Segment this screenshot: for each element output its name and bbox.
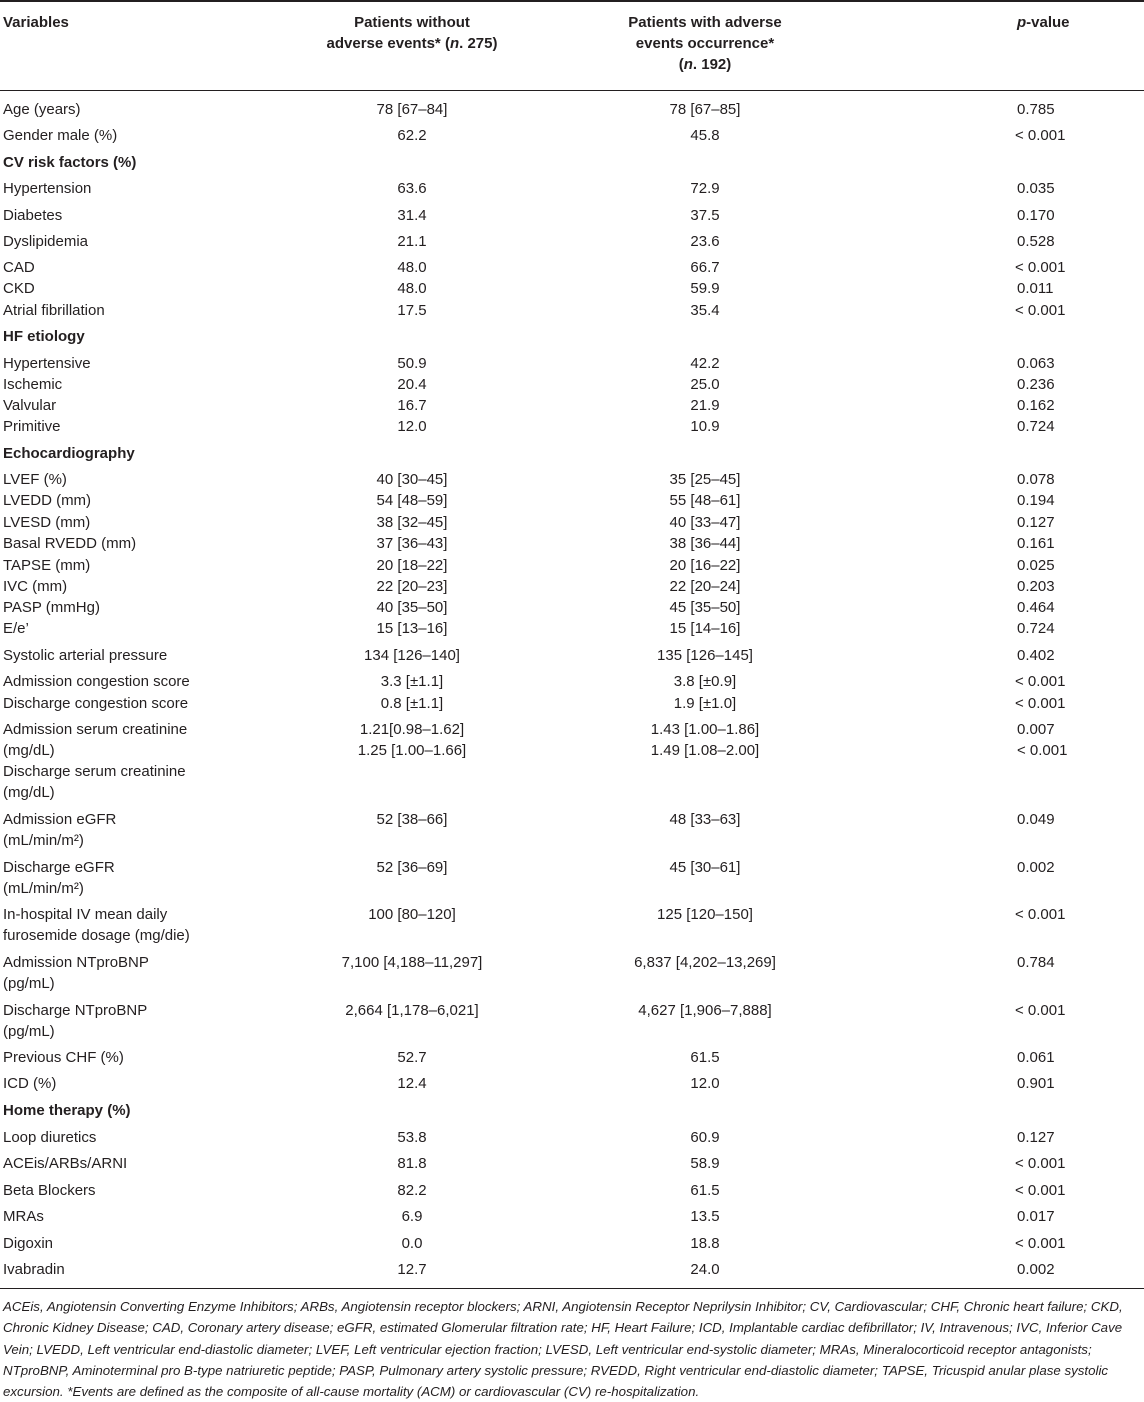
cell-with-events <box>545 99 865 120</box>
cell-without-events <box>242 693 582 714</box>
cell-p-value <box>1017 952 1117 973</box>
cell-with-events <box>545 857 865 878</box>
cell-value: 20 [16–22] <box>669 557 741 574</box>
row-label: LVEF (%) <box>3 471 67 488</box>
cell-value: 10.9 <box>690 418 720 435</box>
header-pvalue: p-value <box>1017 14 1070 31</box>
cell-value: 0.002 <box>1017 1261 1055 1278</box>
cell-with-events <box>545 257 865 278</box>
cell-value: 0.0 <box>401 1235 423 1252</box>
cell-value: < 0.001 <box>1015 673 1066 690</box>
cell-value: 3.8 [±0.9] <box>673 673 737 690</box>
cell-with-events <box>545 576 865 597</box>
cell-with-events <box>545 300 865 321</box>
cell-p-value <box>1017 1206 1117 1227</box>
row-label: Digoxin <box>3 1235 54 1252</box>
cell-value: 17.5 <box>397 302 427 319</box>
cell-without-events <box>242 1259 582 1280</box>
cell-p-value <box>1017 857 1117 878</box>
cell-value: 3.3 [±1.1] <box>380 673 444 690</box>
cell-without-events <box>242 469 582 490</box>
row-label: IVC (mm) <box>3 578 68 595</box>
cell-with-events <box>545 125 865 146</box>
cell-without-events <box>242 1047 582 1068</box>
cell-value: < 0.001 <box>1015 259 1066 276</box>
cell-value: < 0.001 <box>1015 906 1066 923</box>
cell-value: 50.9 <box>397 355 427 372</box>
cell-p-value <box>1015 300 1115 321</box>
cell-without-events <box>242 645 582 666</box>
cell-value: 45.8 <box>690 127 720 144</box>
cell-value: < 0.001 <box>1015 1235 1066 1252</box>
cell-with-events <box>545 278 865 299</box>
cell-value: 0.011 <box>1017 280 1054 297</box>
cell-value: 0.049 <box>1017 811 1055 828</box>
cell-value: 0.002 <box>1017 859 1055 876</box>
cell-p-value <box>1015 1153 1115 1174</box>
row-label: Primitive <box>3 418 61 435</box>
cell-value: 60.9 <box>690 1129 720 1146</box>
header-col1-line1: Patients without <box>354 14 470 31</box>
cell-value: 59.9 <box>690 280 720 297</box>
cell-with-events <box>545 904 865 925</box>
cell-value: 0.784 <box>1017 954 1055 971</box>
cell-with-events <box>545 178 865 199</box>
cell-value: 21.9 <box>690 397 720 414</box>
cell-with-events <box>545 374 865 395</box>
cell-value: < 0.001 <box>1015 1002 1066 1019</box>
cell-value-second: < 0.001 <box>1017 742 1068 759</box>
cell-p-value <box>1015 671 1115 692</box>
cell-p-value <box>1017 512 1117 533</box>
cell-value: 82.2 <box>397 1182 427 1199</box>
cell-without-events <box>242 178 582 199</box>
row-label: CAD <box>3 259 35 276</box>
row-label: Previous CHF (%) <box>3 1049 124 1066</box>
cell-value: 38 [32–45] <box>376 514 448 531</box>
cell-value: 4,627 [1,906–7,888] <box>638 1002 772 1019</box>
header-col1-line2 <box>242 33 582 54</box>
cell-value: 0.078 <box>1017 471 1055 488</box>
row-label: Ivabradin <box>3 1261 65 1278</box>
cell-without-events <box>242 205 582 226</box>
cell-p-value <box>1017 374 1117 395</box>
cell-value: 22 [20–23] <box>376 578 448 595</box>
cell-p-value <box>1015 1233 1115 1254</box>
cell-value: 40 [30–45] <box>376 471 448 488</box>
cell-value: 135 [126–145] <box>657 647 753 664</box>
cell-value: 52 [38–66] <box>376 811 448 828</box>
cell-p-value <box>1015 904 1115 925</box>
cell-value: 0.203 <box>1017 578 1055 595</box>
cell-with-events <box>545 693 865 714</box>
cell-value: 25.0 <box>690 376 720 393</box>
cell-value: 0.8 [±1.1] <box>380 695 444 712</box>
cell-value: 37 [36–43] <box>376 535 448 552</box>
cell-value: 0.127 <box>1017 1129 1055 1146</box>
cell-p-value <box>1017 205 1117 226</box>
header-variables: Variables <box>3 14 69 31</box>
cell-p-value <box>1017 178 1117 199</box>
cell-without-events <box>242 809 582 830</box>
cell-without-events <box>242 576 582 597</box>
header-col2-line3: (n. 192) <box>678 56 732 73</box>
cell-without-events <box>242 125 582 146</box>
cell-p-value <box>1017 555 1117 576</box>
row-label: MRAs <box>3 1208 44 1225</box>
cell-without-events <box>242 857 582 878</box>
cell-value: 52 [36–69] <box>376 859 448 876</box>
cell-value: 78 [67–84] <box>376 101 448 118</box>
cell-without-events <box>242 278 582 299</box>
cell-value: 48.0 <box>397 259 427 276</box>
cell-value: 38 [36–44] <box>669 535 741 552</box>
cell-without-events <box>242 512 582 533</box>
cell-with-events <box>545 645 865 666</box>
cell-value: 134 [126–140] <box>364 647 460 664</box>
cell-p-value <box>1017 533 1117 554</box>
cell-p-value <box>1017 416 1117 437</box>
header-col2-line1: Patients with adverse <box>628 14 782 31</box>
row-label: Hypertension <box>3 180 92 197</box>
cell-value: 125 [120–150] <box>657 906 753 923</box>
cell-value: 6.9 <box>401 1208 423 1225</box>
row-label: E/e’ <box>3 620 29 637</box>
cell-value-second: 1.49 [1.08–2.00] <box>650 742 760 759</box>
cell-value: 0.785 <box>1017 101 1055 118</box>
cell-with-events <box>545 231 865 252</box>
cell-with-events <box>545 1233 865 1254</box>
cell-value: 78 [67–85] <box>669 101 741 118</box>
cell-value: < 0.001 <box>1015 127 1066 144</box>
cell-value: 45 [35–50] <box>669 599 741 616</box>
cell-with-events <box>545 1153 865 1174</box>
cell-value: 0.901 <box>1017 1075 1055 1092</box>
cell-value: 0.063 <box>1017 355 1055 372</box>
cell-value: 20.4 <box>397 376 427 393</box>
cell-p-value <box>1015 1000 1115 1021</box>
cell-value: 0.025 <box>1017 557 1055 574</box>
cell-p-value <box>1017 99 1117 120</box>
cell-without-events <box>242 374 582 395</box>
cell-with-events <box>545 395 865 416</box>
cell-value: 0.236 <box>1017 376 1055 393</box>
cell-value: 21.1 <box>397 233 427 250</box>
cell-without-events <box>242 231 582 252</box>
cell-without-events <box>242 257 582 278</box>
cell-p-value <box>1017 1073 1117 1094</box>
cell-value: 58.9 <box>690 1155 720 1172</box>
cell-without-events <box>242 395 582 416</box>
cell-with-events <box>545 671 865 692</box>
row-label: LVESD (mm) <box>3 514 91 531</box>
cell-with-events <box>545 416 865 437</box>
cell-p-value <box>1017 719 1117 761</box>
cell-value: 22 [20–24] <box>669 578 741 595</box>
table-footnote: ACEis, Angiotensin Converting Enzyme Inhibitors; ARBs, Angiotensin receptor blockers; ARNI, Angiotensin Receptor Neprilysin Inhibitor; CV, Cardiovascular; CHF, Chronic heart failure; CKD, Chronic Kidney Disease; CAD, Coronary artery disease; eGFR, estimated Glomerular filtration rate; HF, Heart Failure; ICD, Implantable cardiac defibrillator; IV, Intravenous; IVC, Inferior Cave Vein; LVEDD, Left ventricular end-diastolic diameter; LVEF, Left ventricular ejection fraction; LVESD, Left ventricular end-systolic diameter; MRAs, Mineralocorticoid receptor antagonists; NTproBNP, Aminoterminal pro B-type natriuretic peptide; PASP, Pulmonary artery systolic pressure; RVEDD, Right ventricular end-diastolic diameter; TAPSE, Tricuspid anular plase systolic excursion. *Events are defined as the composite of all-cause mortality (ACM) or cardiovascular (CV) re-hospitalization. <box>3 1299 1123 1400</box>
cell-value: 0.724 <box>1017 620 1055 637</box>
section-label: Echocardiography <box>3 445 135 462</box>
cell-with-events <box>545 533 865 554</box>
cell-without-events <box>242 597 582 618</box>
cell-without-events <box>242 1233 582 1254</box>
cell-value: 55 [48–61] <box>669 492 741 509</box>
cell-without-events <box>242 671 582 692</box>
cell-value: 0.162 <box>1017 397 1055 414</box>
cell-with-events <box>545 1206 865 1227</box>
cell-with-events <box>545 618 865 639</box>
cell-value: 0.035 <box>1017 180 1055 197</box>
row-label: TAPSE (mm) <box>3 557 91 574</box>
cell-value: 0.194 <box>1017 492 1055 509</box>
row-label: Beta Blockers <box>3 1182 96 1199</box>
cell-value: < 0.001 <box>1015 1155 1066 1172</box>
row-label: PASP (mmHg) <box>3 599 100 616</box>
row-label: Discharge NTproBNP (pg/mL) <box>3 1002 148 1040</box>
row-label: Systolic arterial pressure <box>3 647 168 664</box>
cell-p-value <box>1015 1180 1115 1201</box>
row-label: Basal RVEDD (mm) <box>3 535 137 552</box>
cell-value: 54 [48–59] <box>376 492 448 509</box>
cell-with-events <box>545 512 865 533</box>
row-label: Age (years) <box>3 101 81 118</box>
cell-with-events <box>545 952 865 973</box>
cell-p-value <box>1017 576 1117 597</box>
cell-value: 6,837 [4,202–13,269] <box>634 954 776 971</box>
cell-without-events <box>242 952 582 973</box>
row-label: In-hospital IV mean daily furosemide dosage (mg/die) <box>3 906 190 944</box>
cell-without-events <box>242 555 582 576</box>
cell-p-value <box>1017 278 1117 299</box>
cell-value: 24.0 <box>690 1261 720 1278</box>
cell-value: 31.4 <box>397 207 427 224</box>
cell-p-value <box>1017 809 1117 830</box>
cell-value: 1.43 [1.00–1.86] <box>650 721 760 738</box>
cell-with-events <box>545 353 865 374</box>
row-label: Ischemic <box>3 376 63 393</box>
cell-value: 0.017 <box>1017 1208 1055 1225</box>
cell-value: 35 [25–45] <box>669 471 741 488</box>
top-rule <box>0 0 1144 2</box>
cell-p-value <box>1017 469 1117 490</box>
cell-value: 40 [33–47] <box>669 514 741 531</box>
cell-value: 0.127 <box>1017 514 1055 531</box>
row-label: Dyslipidemia <box>3 233 89 250</box>
cell-without-events <box>242 1127 582 1148</box>
cell-with-events <box>545 719 865 761</box>
cell-p-value <box>1015 125 1115 146</box>
row-label: Admission serum creatinine (mg/dL) Discharge serum creatinine (mg/dL) <box>3 721 188 801</box>
row-label: CKD <box>3 280 35 297</box>
cell-without-events <box>242 416 582 437</box>
cell-value-second: 1.25 [1.00–1.66] <box>357 742 467 759</box>
cell-value: 12.4 <box>397 1075 427 1092</box>
header-col2-line2: events occurrence* <box>635 35 775 52</box>
cell-without-events <box>242 300 582 321</box>
cell-value: 37.5 <box>690 207 720 224</box>
cell-value: 81.8 <box>397 1155 427 1172</box>
cell-with-events <box>545 490 865 511</box>
cell-p-value <box>1017 490 1117 511</box>
cell-value: 18.8 <box>690 1235 720 1252</box>
cell-value: < 0.001 <box>1015 302 1066 319</box>
cell-with-events <box>545 597 865 618</box>
cell-with-events <box>545 1000 865 1021</box>
section-label: Home therapy (%) <box>3 1102 131 1119</box>
row-label: ACEis/ARBs/ARNI <box>3 1155 128 1172</box>
cell-without-events <box>242 719 582 761</box>
cell-value: 20 [18–22] <box>376 557 448 574</box>
cell-p-value <box>1017 1127 1117 1148</box>
cell-p-value <box>1017 618 1117 639</box>
bottom-rule <box>0 1288 1144 1289</box>
cell-without-events <box>242 353 582 374</box>
cell-without-events <box>242 1206 582 1227</box>
cell-p-value <box>1017 231 1117 252</box>
cell-with-events <box>545 809 865 830</box>
cell-value: 0.161 <box>1017 535 1055 552</box>
cell-value: 61.5 <box>690 1182 720 1199</box>
cell-with-events <box>545 555 865 576</box>
row-label: ICD (%) <box>3 1075 57 1092</box>
row-label: Admission congestion score <box>3 673 190 690</box>
row-label: Valvular <box>3 397 57 414</box>
row-label: LVEDD (mm) <box>3 492 92 509</box>
row-label: Admission NTproBNP (pg/mL) <box>3 954 149 992</box>
cell-value: 63.6 <box>397 180 427 197</box>
cell-value: 0.170 <box>1017 207 1055 224</box>
header-col1-line2-text: adverse events* (n. 275) <box>326 35 498 52</box>
cell-without-events <box>242 99 582 120</box>
row-label: Gender male (%) <box>3 127 118 144</box>
cell-p-value <box>1017 645 1117 666</box>
header-rule <box>0 90 1144 91</box>
cell-p-value <box>1017 395 1117 416</box>
cell-value: 7,100 [4,188–11,297] <box>341 954 483 971</box>
cell-value: 0.464 <box>1017 599 1055 616</box>
cell-without-events <box>242 904 582 925</box>
cell-value: 15 [13–16] <box>376 620 448 637</box>
cell-value: 72.9 <box>690 180 720 197</box>
section-label: CV risk factors (%) <box>3 154 137 171</box>
cell-without-events <box>242 618 582 639</box>
cell-value: 12.7 <box>397 1261 427 1278</box>
cell-without-events <box>242 1000 582 1021</box>
cell-value: 66.7 <box>690 259 720 276</box>
cell-p-value <box>1017 1047 1117 1068</box>
cell-value: 48.0 <box>397 280 427 297</box>
cell-without-events <box>242 490 582 511</box>
cell-value: 16.7 <box>397 397 427 414</box>
row-label: Discharge eGFR (mL/min/m²) <box>3 859 115 897</box>
row-label: Discharge congestion score <box>3 695 189 712</box>
cell-with-events <box>545 1047 865 1068</box>
cell-value: 2,664 [1,178–6,021] <box>345 1002 479 1019</box>
cell-value: 61.5 <box>690 1049 720 1066</box>
cell-p-value <box>1017 353 1117 374</box>
cell-without-events <box>242 1180 582 1201</box>
cell-p-value <box>1017 597 1117 618</box>
cell-p-value <box>1015 693 1115 714</box>
cell-value: 0.402 <box>1017 647 1055 664</box>
cell-with-events <box>545 205 865 226</box>
cell-value: 1.21[0.98–1.62] <box>359 721 465 738</box>
cell-value: 0.061 <box>1017 1049 1055 1066</box>
cell-value: 12.0 <box>397 418 427 435</box>
cell-value: 1.9 [±1.0] <box>673 695 737 712</box>
cell-value: 42.2 <box>690 355 720 372</box>
cell-value: 23.6 <box>690 233 720 250</box>
cell-with-events <box>545 1127 865 1148</box>
cell-value: 0.724 <box>1017 418 1055 435</box>
cell-value: 0.007 <box>1017 721 1055 738</box>
cell-without-events <box>242 533 582 554</box>
cell-value: 0.528 <box>1017 233 1055 250</box>
cell-without-events <box>242 1153 582 1174</box>
header-col2 <box>545 12 865 75</box>
row-label: Atrial fibrillation <box>3 302 105 319</box>
cell-value: 62.2 <box>397 127 427 144</box>
cell-p-value <box>1015 257 1115 278</box>
cell-value: 48 [33–63] <box>669 811 741 828</box>
cell-value: 12.0 <box>690 1075 720 1092</box>
header-col1 <box>242 12 582 54</box>
cell-value: 13.5 <box>690 1208 720 1225</box>
cell-with-events <box>545 1073 865 1094</box>
row-label: Admission eGFR (mL/min/m²) <box>3 811 117 849</box>
row-label: Loop diuretics <box>3 1129 97 1146</box>
section-label: HF etiology <box>3 328 85 345</box>
cell-value: < 0.001 <box>1015 1182 1066 1199</box>
cell-value: 35.4 <box>690 302 720 319</box>
cell-value: 100 [80–120] <box>368 906 456 923</box>
cell-p-value <box>1017 1259 1117 1280</box>
row-label: Hypertensive <box>3 355 91 372</box>
cell-with-events <box>545 469 865 490</box>
cell-without-events <box>242 1073 582 1094</box>
cell-value: 53.8 <box>397 1129 427 1146</box>
cell-value: 40 [35–50] <box>376 599 448 616</box>
cell-with-events <box>545 1180 865 1201</box>
cell-value: 52.7 <box>397 1049 427 1066</box>
row-label: Diabetes <box>3 207 63 224</box>
cell-value: < 0.001 <box>1015 695 1066 712</box>
cell-value: 45 [30–61] <box>669 859 741 876</box>
cell-with-events <box>545 1259 865 1280</box>
cell-value: 15 [14–16] <box>669 620 741 637</box>
